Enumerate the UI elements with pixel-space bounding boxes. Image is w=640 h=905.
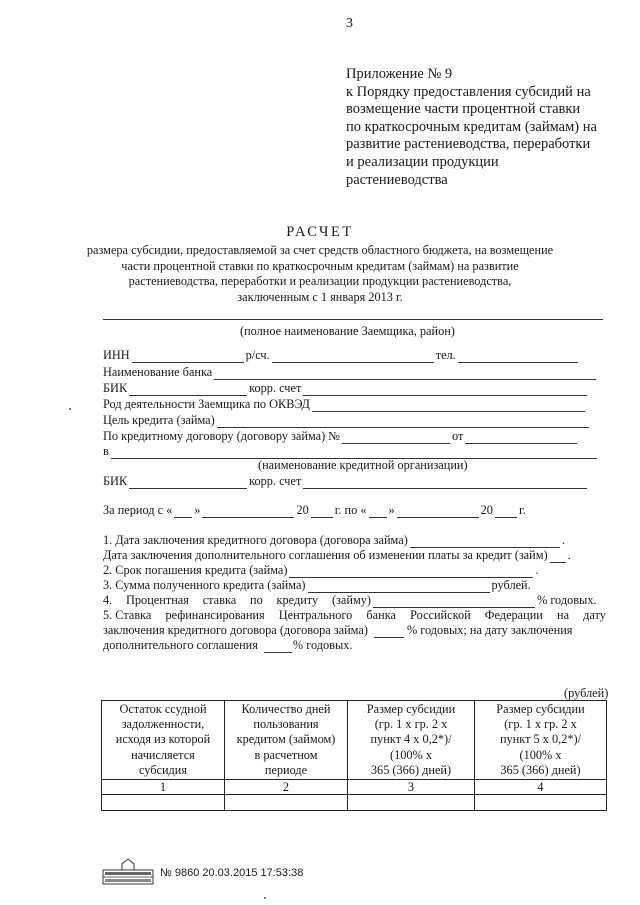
period-quote: » [388, 503, 395, 517]
bank-name-field[interactable] [214, 368, 596, 380]
contract-date-field[interactable] [465, 432, 577, 444]
item-3-end: рублей. [491, 578, 531, 592]
rs-label: р/сч. [245, 348, 270, 362]
inn-row [103, 348, 580, 363]
contract-from-label: от [452, 429, 464, 443]
borrower-caption: (полное наименование Заемщика, район) [240, 324, 455, 338]
inn-label: ИНН [103, 348, 130, 362]
item-1b-end: . [567, 548, 571, 562]
header-line: (100% х [389, 747, 432, 762]
contract-date-input[interactable] [410, 536, 560, 548]
period-row [103, 503, 526, 518]
table-header-cell [348, 701, 475, 780]
annex-line: к Порядку предоставления субсидий на [346, 83, 591, 100]
item-2-label: 2. Срок погашения кредита (займа) [103, 563, 288, 577]
item-5-word: на [556, 608, 570, 622]
annex-line: возмещение части процентной ставки [346, 101, 581, 118]
contract-label: По кредитному договору (договору займа) № [103, 429, 341, 443]
period-end-day-field[interactable] [369, 506, 387, 518]
header-line: 365 (366) дней) [370, 762, 452, 777]
supplement-date-input[interactable] [550, 551, 566, 563]
item-1-end: . [561, 533, 565, 547]
okved-field[interactable] [312, 400, 585, 412]
period-year-prefix: 20 [296, 503, 309, 517]
subsidy-table [101, 700, 607, 811]
item-4-word: по [250, 593, 263, 607]
item-1 [103, 533, 565, 548]
bik-field[interactable] [129, 384, 247, 396]
annex-line: Приложение № 9 [346, 66, 453, 82]
header-line: кредитом (займом) [236, 732, 336, 747]
item-5-line-2-label: заключения кредитного договора (договора займа) [103, 623, 368, 637]
table-cell[interactable] [475, 795, 607, 811]
header-line: 365 (366) дней) [500, 762, 581, 777]
subtitle-line: размера субсидии, предоставляемой за счет средств областного бюджета, на возмещение [86, 243, 554, 257]
item-2-end: . [535, 563, 539, 577]
corr2-field[interactable] [303, 477, 587, 489]
item-5-line-3-suffix: % годовых. [292, 638, 353, 652]
header-line: начисляется [131, 747, 195, 762]
header-line: Размер субсидии [366, 702, 456, 716]
item-4-word: кредиту [276, 593, 319, 607]
scan-artifact [264, 897, 266, 899]
item-4-end: % годовых. [537, 593, 597, 607]
period-suffix: г. [518, 503, 526, 517]
table-header-row [102, 701, 607, 780]
item-5-word: 5. Ставка [103, 608, 152, 622]
period-year-prefix: 20 [480, 503, 493, 517]
item-3-label: 3. Сумма полученного кредита (займа) [103, 578, 306, 592]
annex-line: и реализации продукции [346, 153, 499, 170]
bik2-label: БИК [103, 474, 128, 488]
annex-line: по краткосрочным кредитам (займам) на [346, 118, 597, 135]
table-row [102, 795, 607, 811]
header-line: пользования [253, 717, 319, 732]
corr-field[interactable] [303, 384, 587, 396]
document-registration-number: № 9860 20.03.2015 17:53:38 [160, 867, 304, 879]
item-5-word: Федерации [484, 608, 543, 622]
item-4-word: 4. [103, 593, 113, 607]
header-line: пункт 4 х 0,2*)/ [370, 732, 452, 747]
period-end-year-field[interactable] [495, 506, 517, 518]
table-header-cell [102, 701, 225, 780]
annex-line: развитие растениеводства, переработки [346, 136, 591, 153]
page-number: 3 [346, 16, 353, 31]
item-4 [103, 593, 608, 608]
corr-label: корр. счет [249, 381, 302, 395]
subtitle-line: части процентной ставки по краткосрочным кредитам (займам) на развитие [121, 258, 519, 273]
item-5-word: дату [583, 608, 606, 622]
column-number: 4 [475, 780, 607, 795]
item-1-label: 1. Дата заключения кредитного договора (договора займа) [103, 533, 408, 547]
header-line: (гр. 1 х гр. 2 х [374, 717, 448, 732]
annex-header [346, 66, 636, 189]
item-4-word: Процентная [126, 593, 189, 607]
table-cell[interactable] [225, 795, 348, 811]
item-2 [103, 563, 539, 578]
subtitle-line: растениеводства, переработки и реализации продукции растениеводства, [128, 274, 512, 289]
item-4-word: ставка [202, 593, 237, 607]
header-line: периоде [264, 762, 308, 777]
item-1b [103, 548, 571, 563]
document-subtitle [0, 243, 640, 305]
purpose-label: Цель кредита (займа) [103, 413, 215, 427]
item-3 [103, 578, 531, 593]
tel-field[interactable] [458, 351, 578, 363]
period-start-day-field[interactable] [174, 506, 192, 518]
registry-stamp-icon [102, 856, 154, 888]
credit-org-row [103, 444, 599, 459]
refinancing-rate-contract-input[interactable] [374, 626, 404, 638]
item-5-line-3-label: дополнительного соглашения [103, 638, 258, 652]
header-line: в расчетном [254, 747, 318, 762]
item-5-word: Российской [410, 608, 471, 622]
scan-artifact [69, 408, 71, 410]
table-cell[interactable] [102, 795, 225, 811]
annex-line: растениеводства [346, 171, 448, 188]
period-end-month-field[interactable] [397, 506, 479, 518]
bik2-field[interactable] [129, 477, 247, 489]
header-line: Остаток ссудной [119, 702, 207, 716]
document-title: РАСЧЕТ [286, 224, 354, 240]
repayment-term-input[interactable] [289, 566, 533, 578]
bik-label: БИК [103, 381, 128, 395]
bik-row [103, 381, 589, 396]
table-number-row [102, 780, 607, 795]
header-line: исходя из которой [115, 732, 211, 747]
refinancing-rate-supplement-input[interactable] [264, 641, 292, 653]
okved-label: Род деятельности Заемщика по ОКВЭД [103, 397, 310, 411]
header-line: субсидия [138, 762, 188, 777]
purpose-row [103, 413, 591, 428]
item-5-word: банка [366, 608, 396, 622]
interest-rate-input[interactable] [373, 596, 535, 608]
item-5-line-1 [103, 608, 606, 623]
item-5-line-2 [103, 623, 572, 638]
credit-org-caption: (наименование кредитной организации) [258, 458, 468, 472]
contract-row [103, 429, 579, 444]
purpose-field[interactable] [217, 416, 589, 428]
period-start-year-field[interactable] [311, 506, 333, 518]
column-number: 3 [348, 780, 475, 795]
table-header-cell [225, 701, 348, 780]
item-5-line-3 [103, 638, 352, 653]
period-prefix: За период с « [103, 503, 173, 517]
header-line: Количество дней [241, 702, 331, 716]
corr2-label: корр. счет [249, 474, 302, 488]
credit-amount-input[interactable] [308, 581, 490, 593]
column-number: 2 [225, 780, 348, 795]
bik2-row [103, 474, 589, 489]
subtitle-line: заключенным с 1 января 2013 г. [237, 289, 403, 304]
contract-number-field[interactable] [342, 432, 450, 444]
column-number: 1 [102, 780, 225, 795]
header-line: (100% х [519, 747, 562, 762]
bank-name-row [103, 365, 598, 380]
item-4-word: (займу) [331, 593, 371, 607]
tel-label: тел. [435, 348, 456, 362]
table-cell[interactable] [348, 795, 475, 811]
bank-name-label: Наименование банка [103, 365, 213, 379]
table-unit: (рублей) [564, 686, 609, 700]
header-line: задолженности, [121, 717, 205, 732]
item-1b-label: Дата заключения дополнительного соглашения об изменении платы за кредит (займ) [103, 548, 548, 562]
header-line: пункт 5 х 0,2*)/ [499, 732, 582, 747]
header-line: Размер субсидии [496, 702, 585, 716]
credit-org-label: в [103, 444, 109, 458]
inn-field[interactable] [132, 351, 244, 363]
item-5-word: рефинансирования [165, 608, 265, 622]
period-to-label: г. по « [334, 503, 367, 517]
table-header-cell [475, 701, 607, 780]
period-quote: » [194, 503, 201, 517]
okved-row [103, 397, 587, 412]
header-line: (гр. 1 х гр. 2 х [504, 717, 577, 732]
borrower-name-line[interactable] [103, 319, 603, 320]
item-4-label [103, 593, 371, 608]
period-start-month-field[interactable] [202, 506, 294, 518]
rs-field[interactable] [272, 351, 434, 363]
item-5-line-2-suffix: % годовых; на дату заключения [406, 623, 573, 637]
item-5-word: Центрального [278, 608, 353, 622]
